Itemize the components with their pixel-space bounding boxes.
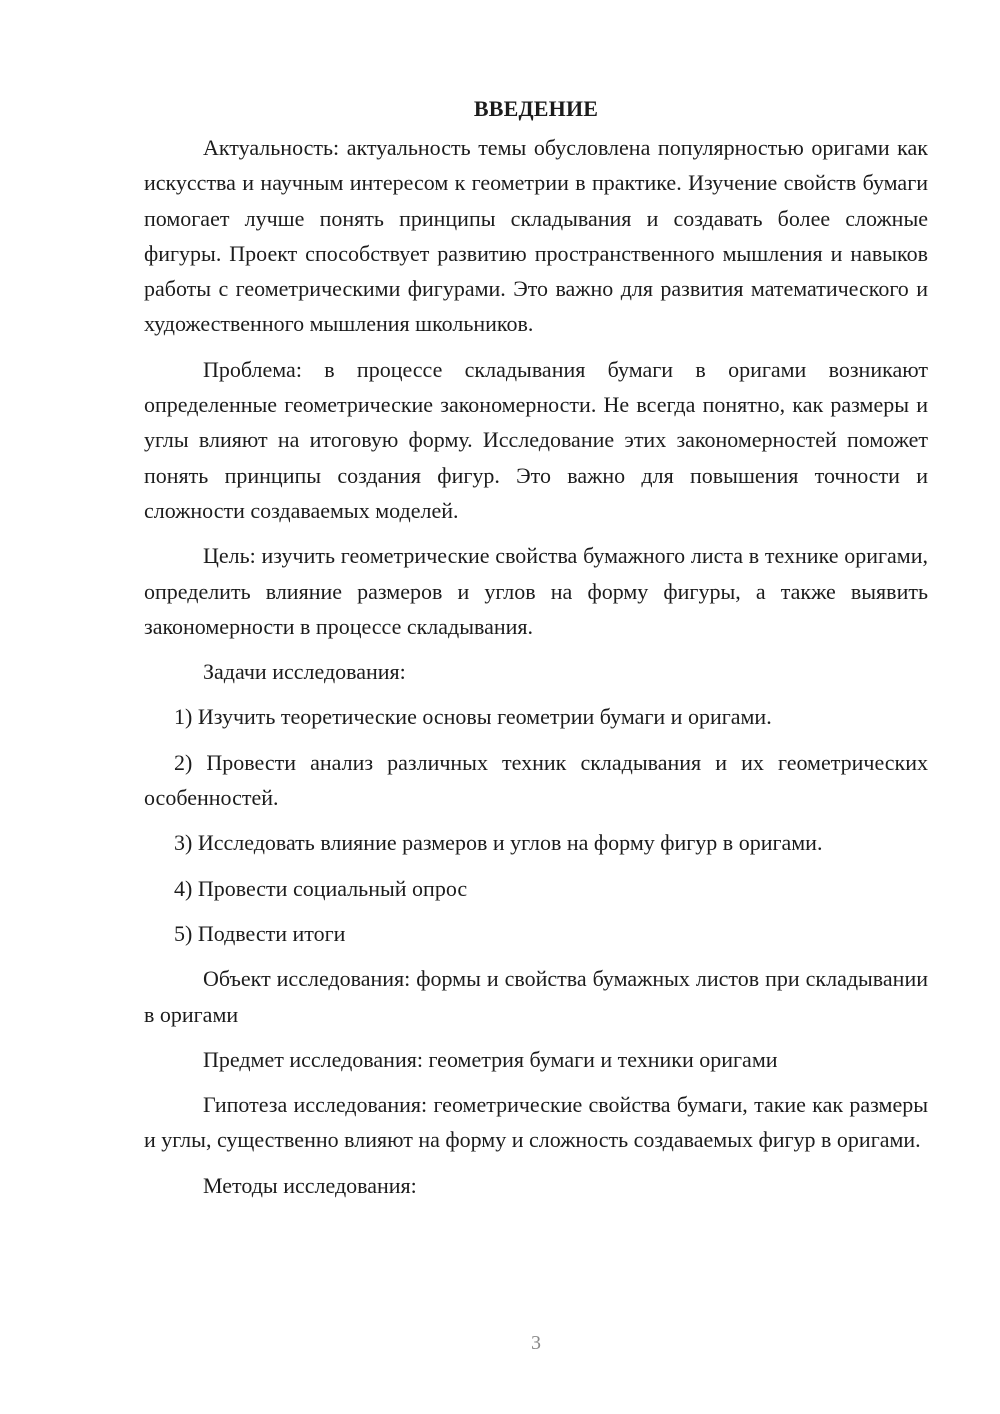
- document-page: [144, 92, 928, 1213]
- section-title: ВВЕДЕНИЕ: [473, 96, 599, 121]
- task-item-4: 4) Провести социальный опрос: [174, 875, 468, 901]
- methods-heading: Методы исследования:: [203, 1172, 417, 1198]
- goal-paragraph: Цель: изучить геометрические свойства бумажного листа в технике оригами, определить влияние размеров и углов на форму фигуры, а также выявить закономерности в процессе складывания.: [144, 543, 928, 639]
- task-item-5: 5) Подвести итоги: [174, 920, 346, 946]
- hypothesis-paragraph: Гипотеза исследования: геометрические свойства бумаги, такие как размеры и углы, существенно влияют на форму и сложность создаваемых фигур в оригами.: [144, 1092, 928, 1153]
- task-item-1: 1) Изучить теоретические основы геометрии бумаги и оригами.: [174, 704, 772, 730]
- relevance-paragraph: Актуальность: актуальность темы обусловлена популярностью оригами как искусства и научным интересом к геометрии в практике. Изучение свойств бумаги помогает лучше понять принципы складывания и создавать более сложные фигуры. Проект способствует развитию пространственного мышления и навыков работы с геометрическими фигурами. Это важно для развития математического и художественного мышления школьников.: [144, 135, 928, 337]
- object-paragraph: Объект исследования: формы и свойства бумажных листов при складывании в оригами: [144, 966, 928, 1027]
- subject-paragraph: Предмет исследования: геометрия бумаги и техники оригами: [203, 1046, 778, 1072]
- task-item-3: 3) Исследовать влияние размеров и углов на форму фигур в оригами.: [174, 830, 823, 856]
- tasks-heading: Задачи исследования:: [203, 659, 406, 685]
- page-number: 3: [531, 1332, 541, 1354]
- task-item-2: 2) Провести анализ различных техник складывания и их геометрических особенностей.: [144, 749, 928, 811]
- problem-paragraph: Проблема: в процессе складывания бумаги в оригами возникают определенные геометрические закономерности. Не всегда понятно, как размеры и углы влияют на итоговую форму. Исследование этих закономерностей поможет понять принципы создания фигур. Это важно для повышения точности и сложности создаваемых моделей.: [144, 356, 928, 523]
